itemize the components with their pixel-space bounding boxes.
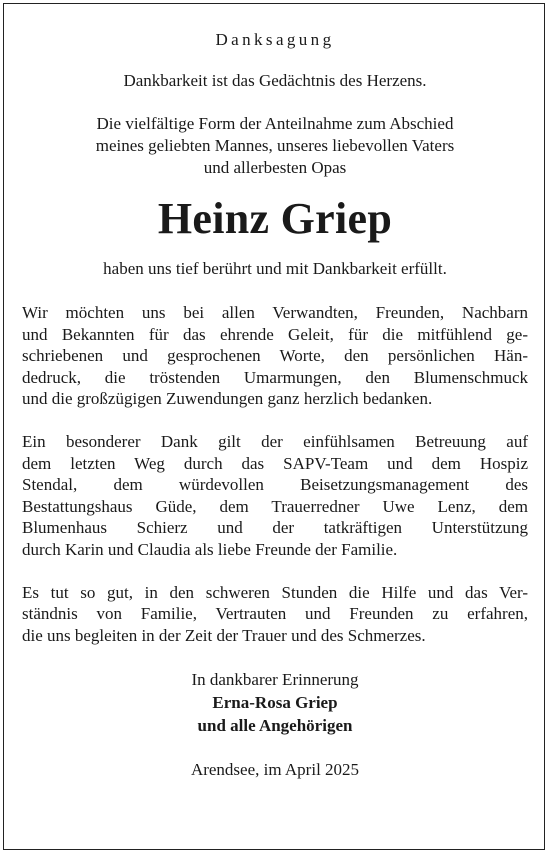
place-date: Arendsee, im April 2025 xyxy=(190,760,360,780)
after-name-text: haben uns tief berührt und mit Dankbarkeit erfüllt. xyxy=(103,259,447,278)
paragraph-line: Stendal, dem würdevollen Beisetzungsmanagement des xyxy=(22,475,528,495)
intro-line: meines geliebten Mannes, unseres liebevollen Vaters xyxy=(95,136,455,155)
closing-block xyxy=(22,668,528,737)
paragraph-line: durch Karin und Claudia als liebe Freunde der Familie. xyxy=(22,539,398,559)
paragraph-special-thanks xyxy=(22,431,528,561)
signer-name: Erna-Rosa Griep xyxy=(212,693,338,713)
notice-heading: Danksagung xyxy=(215,30,335,49)
signer-family: und alle Angehörigen xyxy=(197,716,353,736)
paragraph-line: und Bekannten für das ehrende Geleit, für die mitfühlend ge- xyxy=(22,324,528,344)
paragraph-line: dedruck, die tröstenden Umarmungen, den Blumenschmuck xyxy=(22,367,528,387)
paragraph-line: schriebenen und gesprochenen Worte, den persönlichen Hän- xyxy=(22,346,528,366)
paragraph-line: Es tut so gut, in den schweren Stunden die Hilfe und das Ver- xyxy=(22,582,528,602)
intro-line: und allerbesten Opas xyxy=(203,158,347,177)
quote: Dankbarkeit ist das Gedächtnis des Herzens. xyxy=(123,71,427,90)
paragraph-line: Wir möchten uns bei allen Verwandten, Freunden, Nachbarn xyxy=(22,303,528,322)
deceased-name: Heinz Griep xyxy=(157,194,393,243)
paragraph-support xyxy=(22,582,528,647)
intro-text xyxy=(22,113,528,179)
obituary-notice xyxy=(22,28,528,782)
paragraph-line: ständnis von Familie, Vertrauten und Freunden zu erfahren, xyxy=(22,604,528,624)
paragraph-line: die uns begleiten in der Zeit der Trauer und des Schmerzes. xyxy=(22,625,426,645)
paragraph-line: und die großzügigen Zuwendungen ganz herzlich bedanken. xyxy=(22,389,433,409)
paragraph-line: dem letzten Weg durch das SAPV-Team und dem Hospiz xyxy=(22,453,528,473)
closing-line: In dankbarer Erinnerung xyxy=(191,670,359,690)
paragraph-thanks xyxy=(22,302,528,410)
paragraph-line: Bestattungshaus Güde, dem Trauerredner Uwe Lenz, dem xyxy=(22,496,528,516)
paragraph-line: Blumenhaus Schierz und der tatkräftigen Unterstützung xyxy=(22,518,528,538)
paragraph-line: Ein besonderer Dank gilt der einfühlsamen Betreuung auf xyxy=(22,431,528,451)
intro-line: Die vielfältige Form der Anteilnahme zum Abschied xyxy=(96,114,454,133)
